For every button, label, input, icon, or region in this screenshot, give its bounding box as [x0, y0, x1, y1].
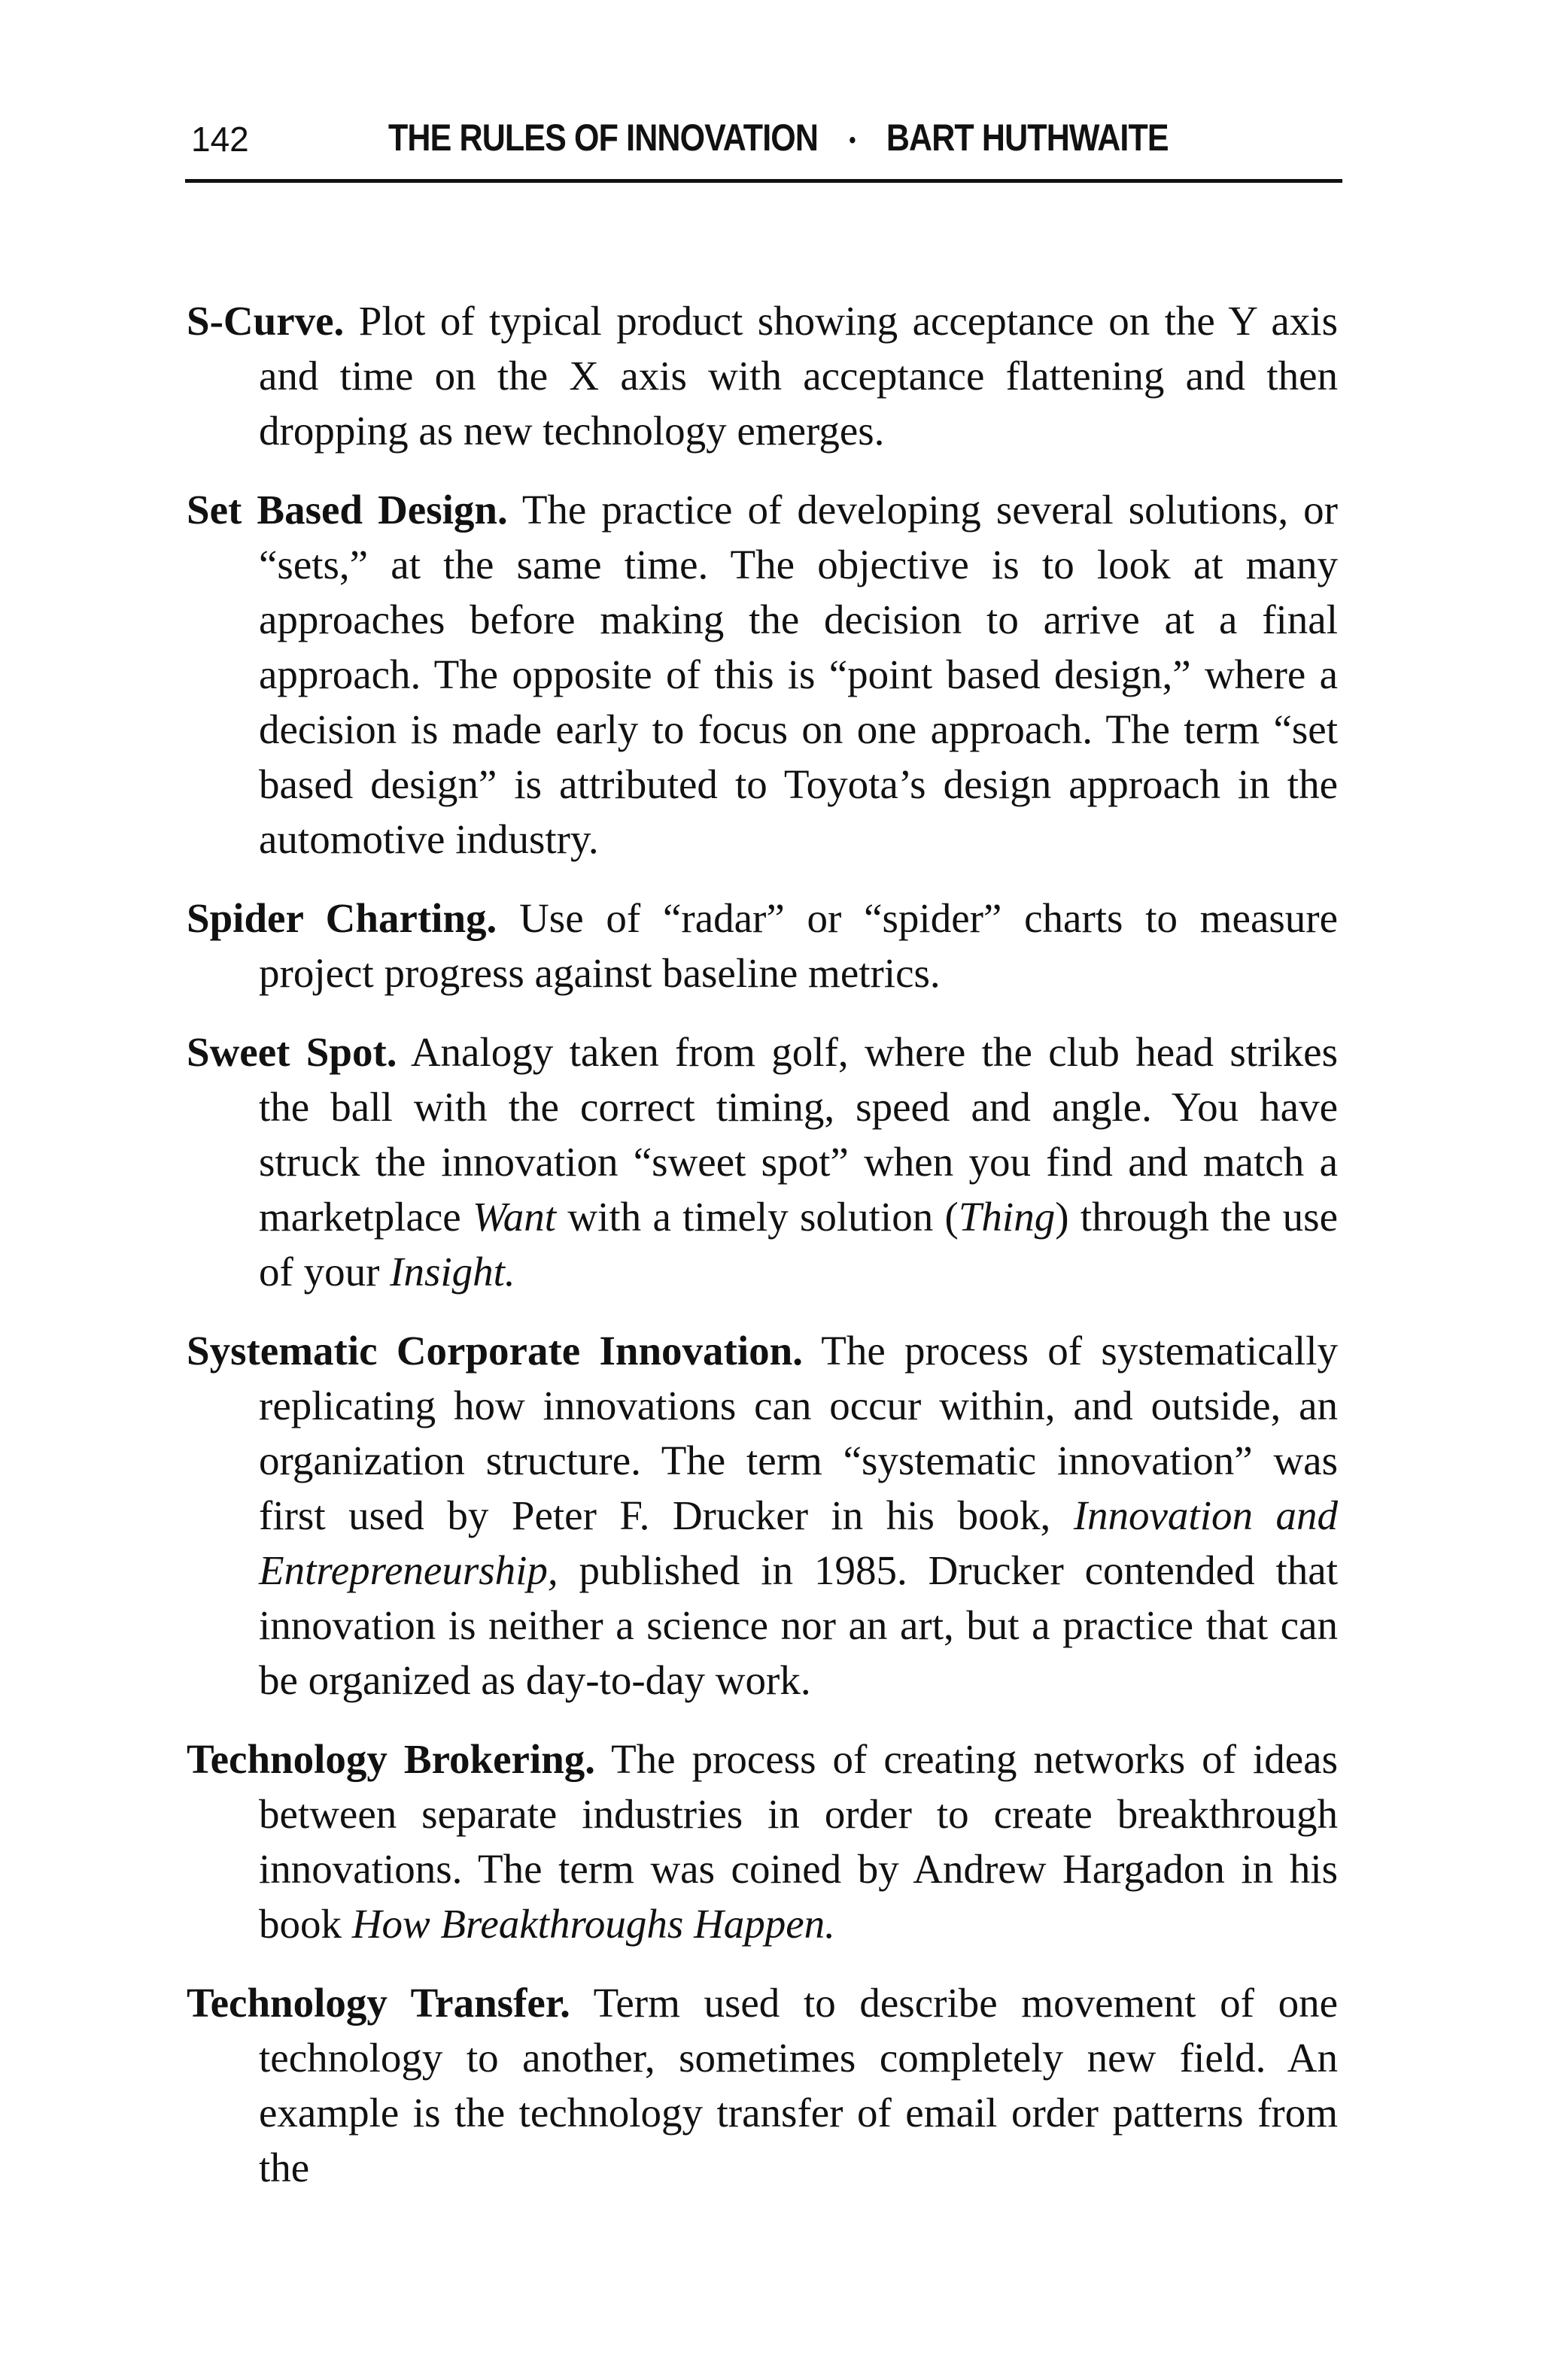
glossary-definition: with a timely solution ( [556, 1194, 959, 1240]
glossary-definition: ) through the use of your [259, 1194, 1338, 1295]
glossary-term: Set Based Design. [187, 487, 508, 533]
glossary-definition: Use of “radar” or “spider” charts to measure project progress against baseline metrics. [259, 895, 1338, 996]
glossary-term: Systematic Corporate Innovation. [187, 1328, 803, 1374]
glossary-entry-systematic-corporate-innovation [187, 1323, 1338, 1708]
glossary-entry-technology-brokering [187, 1732, 1338, 1951]
book-title-italic: How Breakthroughs Happen. [351, 1901, 835, 1947]
glossary-definition: Plot of typical product showing acceptance on the Y axis and time on the X axis with acceptance flattening and then dropping as new technology emerges. [259, 298, 1338, 454]
glossary-term: Spider Charting. [187, 895, 497, 941]
glossary-definition: The practice of developing several solutions, or “sets,” at the same time. The objective is to look at many approaches before making the decision to arrive at a final approach. The opposite of this is “point based design,” where a decision is made early to focus on one approach. The term “set based design” is attributed to Toyota’s design approach in the automotive industry. [259, 487, 1338, 862]
book-title-italic: Innovation and Entrepreneurship, [259, 1492, 1338, 1593]
glossary-definition: The process of creating networks of ideas between separate industries in order to create breakthrough innovations. The term was coined by Andrew Hargadon in his book [259, 1736, 1338, 1947]
bullet-separator: • [849, 127, 856, 153]
glossary-definition: published in 1985. Drucker contended that innovation is neither a science nor an art, but a practice that can be organized as day-to-day work. [259, 1547, 1338, 1703]
glossary-term: S-Curve. [187, 298, 345, 344]
glossary-body [187, 293, 1338, 2219]
glossary-term: Sweet Spot. [187, 1029, 397, 1075]
book-title: THE RULES OF INNOVATION [388, 117, 819, 159]
glossary-entry-set-based-design [187, 482, 1338, 867]
italic-term-insight: Insight. [390, 1249, 515, 1295]
glossary-definition: Analogy taken from golf, where the club head strikes the ball with the correct timing, speed and angle. You have struck the innovation “sweet spot” when you find and match a marketplace [259, 1029, 1338, 1240]
author-name: BART HUTHWAITE [886, 117, 1169, 159]
glossary-entry-spider-charting [187, 891, 1338, 1000]
glossary-entry-sweet-spot [187, 1025, 1338, 1299]
italic-term-want: Want [473, 1194, 557, 1240]
glossary-term: Technology Transfer. [187, 1980, 570, 2026]
running-head-text [388, 116, 1208, 159]
italic-term-thing: Thing [958, 1194, 1056, 1240]
glossary-entry-s-curve [187, 293, 1338, 458]
glossary-definition: The process of systematically replicating how innovations can occur within, and outside, an organization structure. The term “systematic innovation” was first used by Peter F. Drucker in his book, [259, 1328, 1338, 1538]
glossary-entry-technology-transfer [187, 1975, 1338, 2195]
glossary-definition: Term used to describe movement of one technology to another, sometimes completely new field. An example is the technology transfer of email order patterns from the [259, 1980, 1338, 2190]
glossary-term: Technology Brokering. [187, 1736, 596, 1782]
page-number: 142 [191, 120, 249, 159]
running-header [185, 111, 1342, 183]
